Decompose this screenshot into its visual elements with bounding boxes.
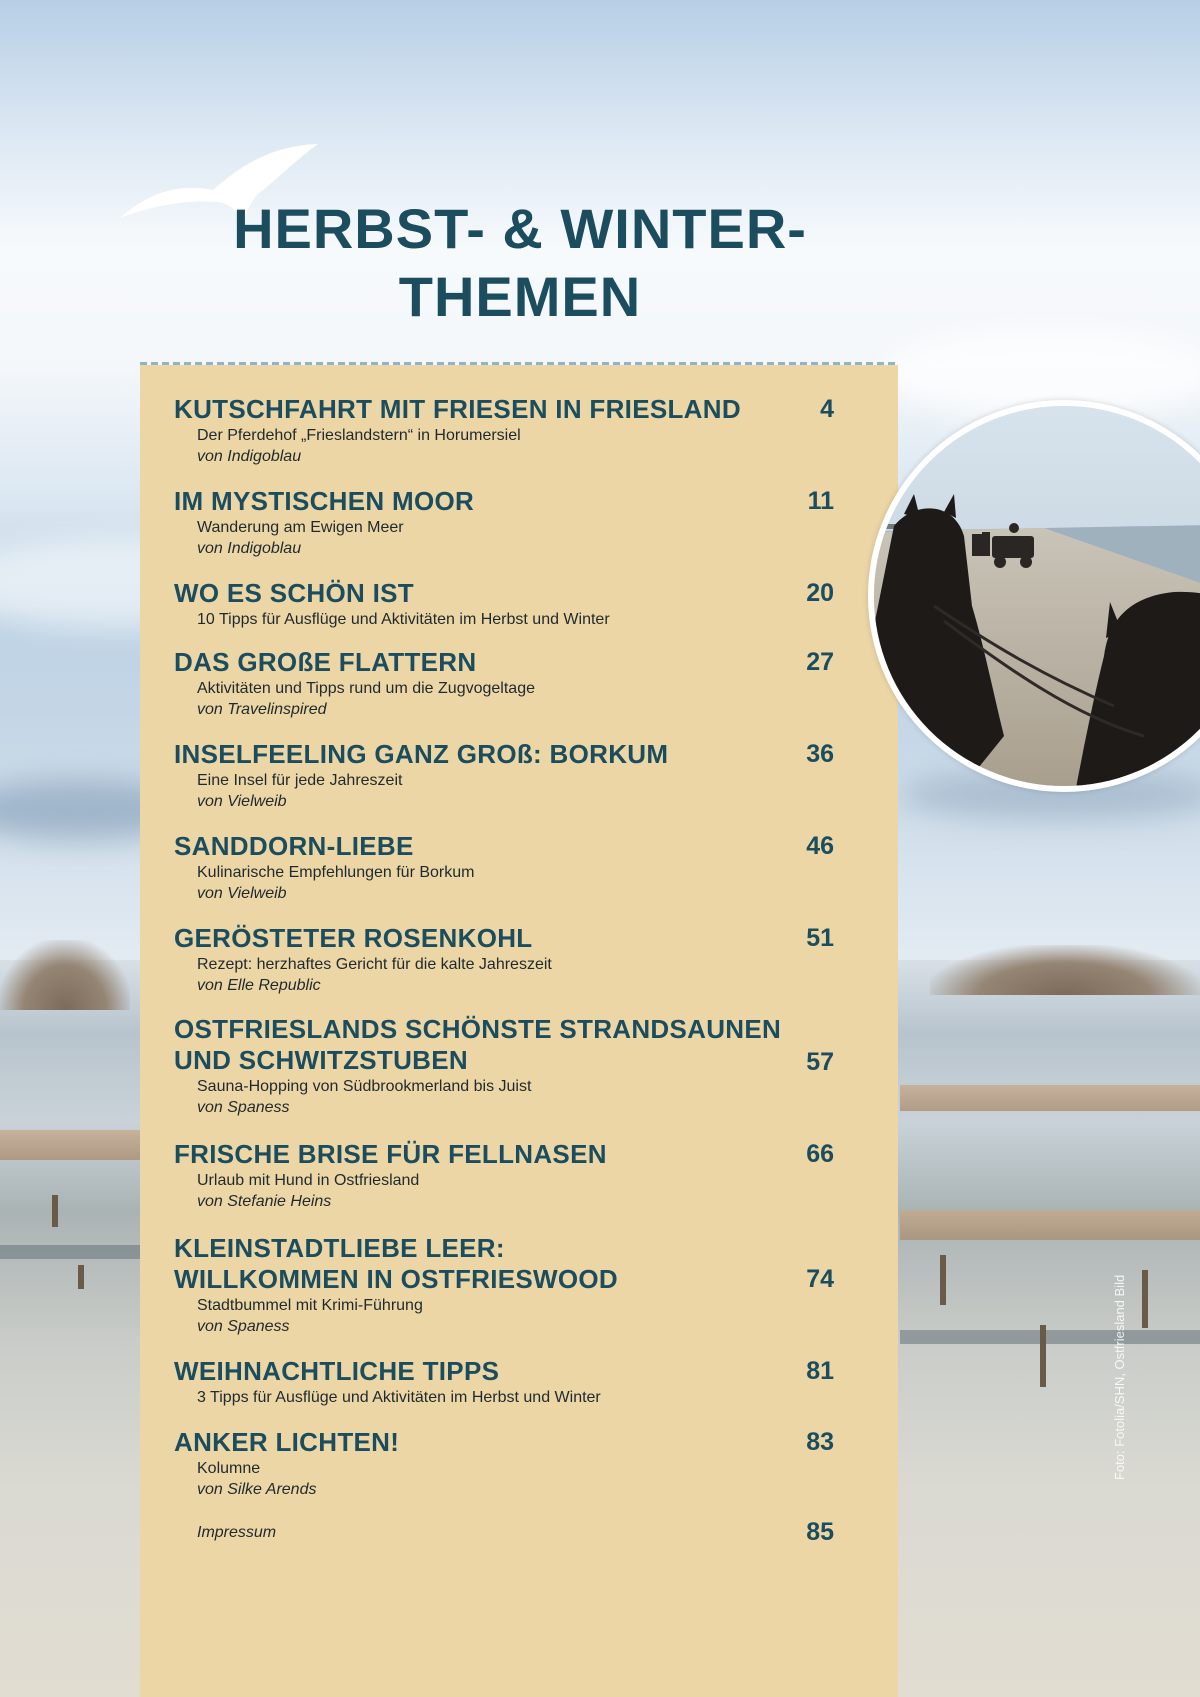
entry-subtitle: Eine Insel für jede Jahreszeit <box>197 772 403 789</box>
page-number: 20 <box>806 579 834 607</box>
entry-author: von Indigoblau <box>197 448 302 465</box>
page-number: 57 <box>806 1048 834 1076</box>
page-number: 83 <box>806 1428 834 1456</box>
page-title <box>200 195 840 331</box>
page-number: 66 <box>806 1140 834 1168</box>
entry-subtitle: Kolumne <box>197 1460 261 1477</box>
photo-credit: Foto: Fotolia/SHN, Ostfriesland Bild <box>1112 1274 1127 1480</box>
entry-heading: KLEINSTADTLIEBE LEER: <box>174 1233 505 1263</box>
entry-heading: WO ES SCHÖN IST <box>174 578 414 608</box>
page-number: 36 <box>806 740 834 768</box>
entry-author: von Silke Arends <box>197 1481 317 1498</box>
toc-entry-impressum[interactable] <box>174 1517 834 1548</box>
entry-heading: GERÖSTETER ROSENKOHL <box>174 923 533 953</box>
entry-subtitle: Aktivitäten und Tipps rund um die Zugvogeltage <box>197 680 535 697</box>
entry-heading: IM MYSTISCHEN MOOR <box>174 486 475 516</box>
entry-subtitle: 3 Tipps für Ausflüge und Aktivitäten im Herbst und Winter <box>197 1389 601 1406</box>
toc-entry[interactable] <box>174 578 834 630</box>
toc-entry[interactable] <box>174 647 834 720</box>
entry-author: von Vielweib <box>197 793 287 810</box>
entry-heading: KUTSCHFAHRT MIT FRIESEN IN FRIESLAND <box>174 394 741 424</box>
toc-entry[interactable] <box>174 394 834 467</box>
trees <box>930 945 1200 995</box>
entry-heading-line-2: WILLKOMMEN IN OSTFRIESWOOD <box>174 1264 618 1294</box>
impressum-label: Impressum <box>197 1524 277 1541</box>
page-number: 46 <box>806 832 834 860</box>
fence-post <box>78 1265 84 1289</box>
path <box>900 1330 1200 1344</box>
fence-post <box>940 1255 946 1305</box>
page-number: 11 <box>807 487 834 515</box>
entry-heading: SANDDORN-LIEBE <box>174 831 414 861</box>
toc-entry[interactable] <box>174 739 834 812</box>
fence-post <box>1142 1270 1148 1328</box>
entry-subtitle: Rezept: herzhaftes Gericht für die kalte Jahreszeit <box>197 956 552 973</box>
entry-author: von Travelinspired <box>197 701 327 718</box>
page-number: 74 <box>806 1265 834 1293</box>
toc-entry[interactable] <box>174 831 834 904</box>
path <box>0 1245 140 1259</box>
toc-entry[interactable] <box>174 1233 834 1337</box>
toc-entry[interactable] <box>174 1427 834 1500</box>
toc-entry[interactable] <box>174 923 834 996</box>
entry-subtitle: Sauna-Hopping von Südbrookmerland bis Juist <box>197 1078 532 1095</box>
page-number: 85 <box>806 1518 834 1546</box>
entry-subtitle: Wanderung am Ewigen Meer <box>197 519 404 536</box>
entry-heading: INSELFEELING GANZ GROß: BORKUM <box>174 739 669 769</box>
fence-post <box>52 1195 58 1227</box>
entry-subtitle: 10 Tipps für Ausflüge und Aktivitäten im Herbst und Winter <box>197 611 610 628</box>
entry-heading: WEIHNACHTLICHE TIPPS <box>174 1356 500 1386</box>
toc-entry[interactable] <box>174 1356 834 1408</box>
entry-author: von Elle Republic <box>197 977 321 994</box>
page-number: 81 <box>806 1357 834 1385</box>
fence-post <box>1040 1325 1046 1387</box>
entry-author: von Stefanie Heins <box>197 1193 332 1210</box>
entry-subtitle: Urlaub mit Hund in Ostfriesland <box>197 1172 420 1189</box>
toc-entry[interactable] <box>174 1014 834 1118</box>
entry-heading: ANKER LICHTEN! <box>174 1427 400 1457</box>
entry-author: von Vielweib <box>197 885 287 902</box>
reed-strip <box>900 1210 1200 1240</box>
page-number: 51 <box>806 924 834 952</box>
entry-subtitle: Der Pferdehof „Frieslandstern“ in Horumersiel <box>197 427 521 444</box>
entry-author: von Spaness <box>197 1318 290 1335</box>
entry-subtitle: Kulinarische Empfehlungen für Borkum <box>197 864 475 881</box>
entry-heading-line-2: UND SCHWITZSTUBEN <box>174 1045 468 1075</box>
page-number: 27 <box>806 648 834 676</box>
entry-author: von Indigoblau <box>197 540 302 557</box>
toc-entry[interactable] <box>174 486 834 559</box>
title-line-2: THEMEN <box>398 265 642 328</box>
reed-strip <box>900 1085 1200 1111</box>
entry-heading: FRISCHE BRISE FÜR FELLNASEN <box>174 1139 607 1169</box>
entry-subtitle: Stadtbummel mit Krimi-Führung <box>197 1297 423 1314</box>
toc-entry[interactable] <box>174 1139 834 1212</box>
trees <box>0 940 130 1010</box>
entry-author: von Spaness <box>197 1099 290 1116</box>
title-line-1: HERBST- & WINTER- <box>233 197 807 260</box>
entry-heading: OSTFRIESLANDS SCHÖNSTE STRANDSAUNEN <box>174 1014 782 1044</box>
reed-strip <box>0 1130 140 1160</box>
page-number: 4 <box>820 395 834 423</box>
entry-heading: DAS GROßE FLATTERN <box>174 647 477 677</box>
